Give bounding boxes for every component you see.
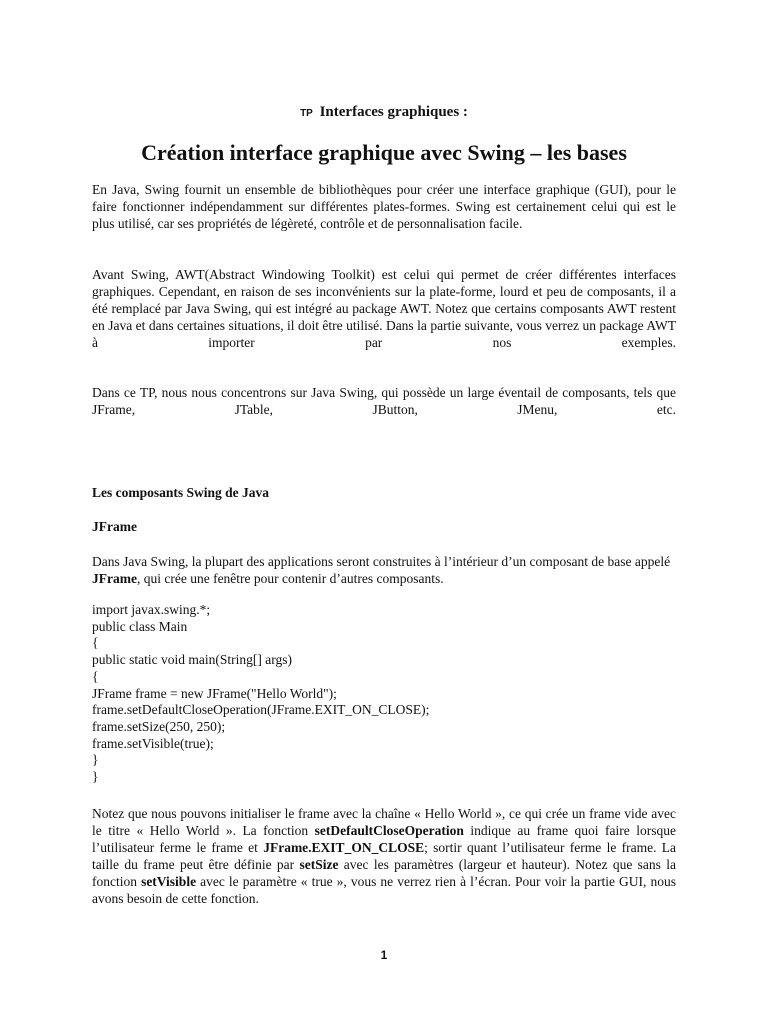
note-text-3: ; sortir quant l’utilisateur ferme le frame. La taille du frame peut être définie par: [92, 840, 677, 872]
note-bold-1: setDefaultCloseOperation: [314, 823, 464, 838]
jframe-description: [92, 553, 672, 587]
section-heading: Les composants Swing de Java: [92, 485, 270, 500]
note-bold-2: JFrame.EXIT_ON_CLOSE: [263, 840, 425, 855]
tp-label: TP: [300, 108, 313, 119]
note-bold-4: setVisible: [141, 874, 197, 889]
note-text-4: avec les paramètres (largeur et hauteur). Notez que sans la fonction: [92, 857, 677, 889]
code-sample: import javax.swing.*; public class Main { public static void main(String[] args) { JFrame frame = new JFrame("Hello World"); frame.setDefaultCloseOperation(JFrame.EXIT_ON_CLOSE); frame.setSize(250, 250); frame.setVisible(true); } }: [92, 602, 430, 785]
jframe-desc-text: Dans Java Swing, la plupart des applications seront construites à l’intérieur d’un composant de base appelé: [92, 554, 671, 569]
intro-paragraph-3: Dans ce TP, nous nous concentrons sur Java Swing, qui possède un large éventail de composants, tels que JFrame, JTable, JButton, JMenu, etc.: [92, 385, 676, 417]
note-bold-3: setSize: [299, 857, 339, 872]
page-number: 1: [380, 948, 388, 962]
intro-paragraph-1: En Java, Swing fournit un ensemble de bibliothèques pour créer une interface graphique (GUI), pour le faire fonctionner indépendamment sur différentes plates-formes. Swing est certainement celui qui est le plus utilisé, car ses propriétés de légèreté, contrôle et de personnalisation facile.: [92, 182, 676, 231]
jframe-desc-bold: JFrame: [92, 571, 137, 586]
note-text-2: indique au frame quoi faire lorsque l’utilisateur ferme le frame et: [92, 823, 676, 855]
jframe-desc-text-end: , qui crée une fenêtre pour contenir d’autres composants.: [136, 571, 444, 586]
note-text-5: avec le paramètre « true », vous ne verrez rien à l’écran. Pour voir la partie GUI, nous avons besoin de cette fonction.: [92, 874, 676, 906]
header-label: Interfaces graphiques :: [319, 104, 468, 120]
document-header: [0, 104, 768, 121]
intro-paragraph-2: Avant Swing, AWT(Abstract Windowing Toolkit) est celui qui permet de créer différentes interfaces graphiques. Cependant, en raison de ses inconvénients sur la plate-forme, lourd et peu de composants, il a été remplacé par Java Swing, qui est intégré au package AWT. Notez que certains composants AWT restent en Java et dans certaines situations, il doit être utilisé. Dans la partie suivante, vous verrez un package AWT à importer par nos exemples.: [92, 267, 676, 350]
page-title: Création interface graphique avec Swing – les bases: [141, 140, 627, 165]
jframe-note-paragraph: [92, 805, 676, 907]
note-text-1: Notez que nous pouvons initialiser le frame avec la chaîne « Hello World », ce qui crée un frame vide avec le titre « Hello World ». La fonction: [92, 806, 676, 838]
jframe-heading: JFrame: [92, 519, 137, 534]
